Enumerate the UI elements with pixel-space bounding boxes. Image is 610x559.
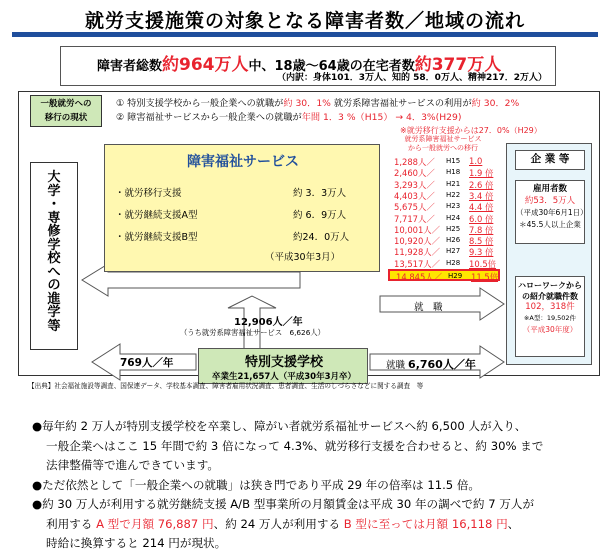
stat-multiplier: 11.5倍 — [471, 272, 499, 282]
hellowork-value: 102，318件 — [525, 302, 575, 312]
stat-multiplier: 1.9 倍 — [469, 168, 494, 179]
bullet-segment: 、 — [507, 516, 520, 531]
stat-row — [388, 224, 500, 236]
current-status-label-line1: 一般就労への — [40, 99, 92, 109]
stat-value: 13,517人／ — [394, 258, 441, 269]
welfare-row-value: 約24．0万人 — [293, 232, 350, 243]
bullet-line — [32, 476, 480, 496]
university-label-char: 学 — [47, 183, 61, 199]
stat-year: H22 — [446, 190, 461, 199]
stat-year: H18 — [446, 168, 461, 177]
university-label-char: ・ — [47, 197, 61, 212]
stat-multiplier: 2.6 倍 — [469, 179, 494, 190]
flow-label-shushoku-2-value: 6,760人／年 — [408, 358, 476, 371]
stat-value: 4,403人／ — [394, 190, 435, 201]
stat-row — [388, 258, 500, 270]
bullet-line — [46, 456, 219, 476]
stat-year: H25 — [446, 224, 461, 233]
hellowork-label-1: ハローワークから — [518, 281, 582, 290]
university-label-char: へ — [47, 264, 61, 280]
stat-year: H24 — [446, 213, 461, 222]
stat-year: H27 — [446, 247, 461, 256]
stat-row — [388, 190, 500, 202]
bullet-line — [46, 437, 543, 457]
bullet-segment: ●約 30 万人が利用する就労継続支援 A/B 型事業所の月額賃金は平成 30 年の調べで約 7 万人が — [32, 497, 535, 511]
stat-year: H15 — [446, 157, 461, 165]
university-label-char: の — [47, 278, 61, 293]
stat-value: 2,460人／ — [394, 168, 435, 179]
bullet-segment: 一般企業へはここ 15 年間で約 3 倍になって 4.3%、就労移行支援を合わせると、約 30% まで — [46, 438, 544, 453]
bullet-segment: ●毎年約 2 万人が特別支援学校を卒業し、障がい者就労系福祉サービスへ約 6,500 人が入り、 — [32, 419, 527, 433]
stat-year: H29 — [448, 272, 463, 280]
stat-row — [388, 246, 500, 258]
summary-breakdown: （内訳：身体101．3万人、知的 58．0万人、精神217．2万人） — [276, 73, 547, 83]
bullet-line — [32, 417, 526, 437]
stat-row — [388, 213, 500, 225]
welfare-row-name: ・就労移行支援 — [115, 188, 182, 199]
welfare-title: 障害福祉サービス — [187, 154, 299, 170]
bullet-line — [46, 534, 226, 554]
summary-home-label: 中、18歳～64歳の在宅者数 — [248, 59, 415, 74]
bullet-line — [32, 495, 534, 515]
employment-box — [506, 143, 592, 365]
stat-multiplier: 6.0 倍 — [469, 213, 494, 224]
stat-multiplier: 3.4 倍 — [469, 190, 494, 201]
page-title: 就労支援施策の対象となる障害者数／地域の流れ — [84, 10, 525, 32]
university-label-char: 進 — [47, 291, 61, 307]
bullet-segment: ●ただ依然として「一般企業への就職」は狭き門であり平成 29 年の倍率は 11.5 倍。 — [32, 477, 481, 492]
stat-year: H21 — [446, 179, 461, 188]
stat-row — [388, 167, 500, 179]
university-label-char: 学 — [47, 305, 61, 320]
stat-row — [388, 179, 500, 191]
welfare-row-value: 約 3．3万人 — [293, 188, 347, 199]
university-label-char: 等 — [47, 318, 61, 334]
university-label-char: 専 — [47, 210, 61, 226]
special-school-box — [198, 348, 368, 384]
stat-value: 10,920人／ — [394, 236, 441, 247]
summary-home-value: 約377万人 — [414, 55, 502, 75]
employment-title: 企 業 等 — [515, 150, 585, 170]
stat-row — [388, 201, 500, 213]
hellowork-date: （平成30年度） — [522, 325, 578, 334]
school-title: 特別支援学校 — [244, 355, 323, 370]
employment-hired-box — [515, 180, 588, 244]
welfare-services-box — [104, 144, 380, 272]
stat-row — [388, 156, 500, 168]
summary-total-value: 約964万人 — [162, 55, 249, 75]
bullet-segment: A 型で月額 76,887 円 — [96, 516, 214, 531]
summary-total-label: 障害者総数 — [97, 59, 163, 74]
flow-label-transition-sub: （うち就労系障害福祉サービス 6,626人） — [180, 328, 325, 337]
hellowork-note: ※A型：19,502件 — [523, 314, 577, 322]
transition-item-2-rate: 年間 1．3 %（H15） → 4．3%(H29) — [301, 112, 462, 123]
university-box — [30, 162, 78, 350]
bullet-line — [46, 515, 519, 535]
welfare-date: （平成30年3月） — [265, 252, 341, 263]
welfare-row-value: 約 6．9万人 — [293, 210, 347, 221]
stat-value: 3,293人／ — [394, 179, 435, 190]
flow-label-transition: 12,906人／年 — [234, 317, 303, 328]
stat-multiplier: 8.5 倍 — [469, 236, 494, 247]
current-status-label-line2: 移行の現状 — [44, 113, 88, 123]
stat-multiplier: 10.5倍 — [469, 258, 497, 269]
hired-date: （平成30年6月1日） — [516, 208, 588, 217]
stat-value: 11,928人／ — [394, 247, 441, 258]
stat-value: 5,675人／ — [394, 202, 435, 213]
bullet-segment: 法律整備等で進んできています。 — [46, 458, 219, 472]
transition-item-1-rate2: 約 30．2% — [471, 98, 520, 109]
bullet-segment: 利用する — [46, 516, 97, 531]
stat-value: 1,288人／ — [394, 157, 435, 167]
university-label-char: 校 — [47, 251, 61, 266]
hired-note: ＊45.5人以上企業 — [519, 220, 581, 229]
stat-value: 10,001人／ — [394, 224, 441, 235]
stat-year: H26 — [446, 236, 461, 245]
hellowork-label-2: の紹介就職件数 — [522, 292, 578, 301]
transition-item-1-text: ① 特別支援学校から一般企業への就職が — [116, 98, 284, 109]
flow-label-shushoku-2 — [386, 356, 476, 372]
stat-multiplier: 4.4 倍 — [469, 202, 494, 213]
transition-item-1-text2: 就労系障害福祉サービスの利用が — [330, 98, 472, 109]
stats-heading-line2: から一般就労への移行 — [408, 143, 478, 152]
welfare-row-name: ・就労継続支援A型 — [115, 210, 198, 221]
welfare-row-name: ・就労継続支援B型 — [115, 232, 198, 243]
stat-multiplier: 7.8 倍 — [469, 224, 494, 235]
source-footnote: 【出典】社会福祉施設等調査、国保連データ、学校基本調査、障害者雇用状況調査、患者調査、生活のしづらさなどに関する調査 等 — [28, 382, 424, 390]
flow-label-shushoku-2-text: 就職 — [386, 360, 406, 371]
bullet-segment: 時給に換算すると 214 円が現状。 — [46, 536, 227, 550]
university-label — [31, 171, 77, 333]
school-sub: 卒業生21,657人（平成30年3月卒） — [211, 372, 357, 382]
hired-value: 約53．5万人 — [524, 196, 576, 206]
transition-item-2-text: ② 障害福祉サービスから一般企業への就職が — [116, 112, 302, 123]
stat-multiplier: 1.0 — [469, 156, 483, 166]
university-label-char: 修 — [47, 224, 61, 239]
transition-item-1-rate: 約 30．1% — [283, 98, 331, 109]
hired-label: 雇用者数 — [532, 184, 567, 194]
stat-row — [388, 269, 500, 281]
flow-label-to-univ: 769人／年 — [120, 357, 174, 369]
stats-heading — [388, 135, 498, 152]
university-label-char: 学 — [47, 237, 61, 253]
hellowork-box — [515, 276, 585, 357]
university-label-char: 大 — [47, 170, 61, 185]
stat-year: H23 — [446, 202, 461, 211]
bullet-segment: 、約 24 万人が利用する — [213, 516, 344, 531]
transition-note: ※就労移行支援からは27．0%（H29） — [400, 126, 542, 135]
stats-heading-line1: 就労系障害福祉サービス — [404, 135, 482, 143]
stat-row — [388, 235, 500, 247]
stat-value: 14,845人／ — [396, 272, 443, 282]
stat-year: H28 — [446, 258, 461, 267]
bullet-segment: B 型に至っては月額 16,118 円 — [343, 516, 508, 531]
stat-value: 7,717人／ — [394, 213, 435, 224]
flow-label-shushoku-1: 就 職 — [414, 302, 443, 313]
stat-multiplier: 9.3 倍 — [469, 247, 494, 258]
